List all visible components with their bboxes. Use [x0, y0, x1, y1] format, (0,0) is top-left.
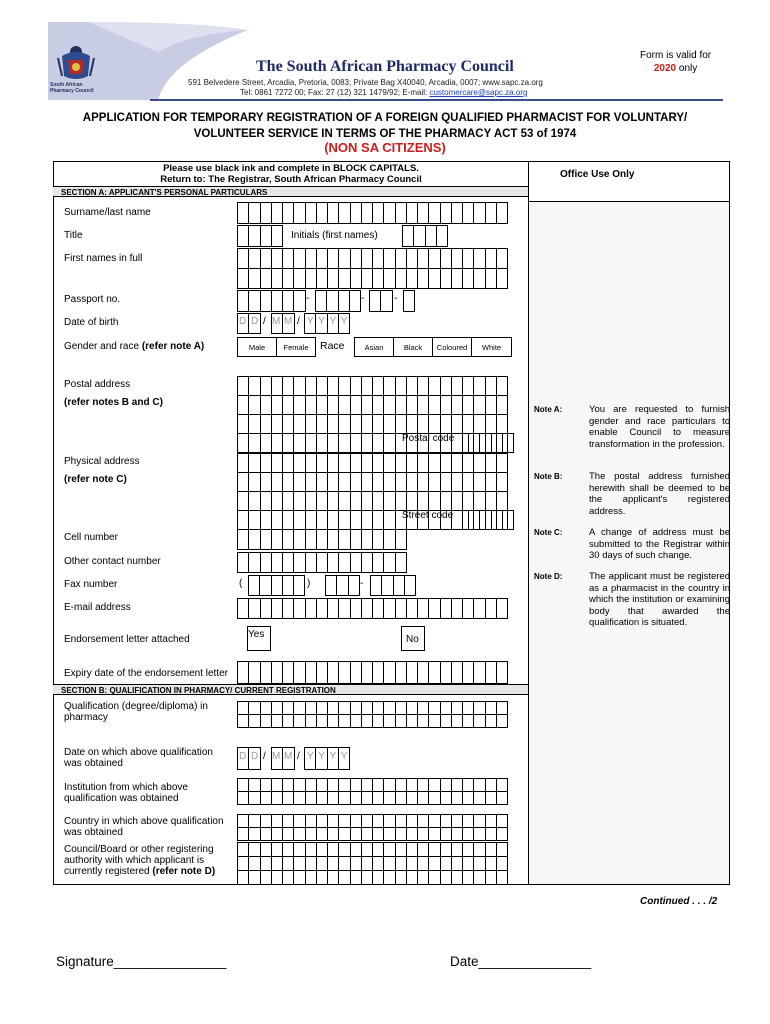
- race-black-text: Black: [403, 343, 423, 352]
- dob-m2: M: [284, 316, 293, 327]
- council-contact: [240, 88, 527, 97]
- fax-paren-close: ): [307, 578, 311, 589]
- council-label: [64, 844, 215, 877]
- fax-paren-open: (: [239, 578, 243, 589]
- endorsement-no-box[interactable]: [401, 626, 425, 651]
- physical-address-cell[interactable]: [496, 472, 508, 492]
- dob-d1: D: [239, 316, 247, 327]
- note-b-text: The postal address furnished herewith shall be deemed to be the applicant's registered address.: [589, 471, 730, 517]
- section-a-heading: SECTION A: APPLICANT'S PERSONAL PARTICULARS: [53, 186, 528, 197]
- first-names-label: First names in full: [64, 253, 143, 264]
- qualification-cell[interactable]: [496, 714, 508, 728]
- dob-slash-1: /: [263, 316, 266, 327]
- race-coloured-box[interactable]: [432, 337, 472, 357]
- passport-dash-2: -: [361, 293, 365, 304]
- passport-dash-3: -: [394, 293, 398, 304]
- council-label-2: authority with which applicant is: [64, 855, 205, 866]
- institution-label-1: Institution from which above: [64, 782, 188, 793]
- physical-note: (refer note C): [64, 474, 127, 485]
- dob-slash-2: /: [297, 316, 300, 327]
- initials-cell[interactable]: [436, 225, 448, 247]
- postal-code-label: Postal code: [402, 433, 455, 444]
- instructions: [54, 163, 528, 185]
- form-validity: [640, 49, 711, 75]
- postal-note: (refer notes B and C): [64, 397, 163, 408]
- gender-race-note: (refer note A): [141, 341, 205, 352]
- postal-address-cell[interactable]: [496, 395, 508, 415]
- qualification-label-2: pharmacy: [64, 712, 108, 723]
- council-address: 591 Belvedere Street, Arcadia, Pretoria, 0083; Private Bag X40040, Arcadia, 0007; www.sapc.za.org: [188, 78, 543, 87]
- passport-a-cell[interactable]: [293, 290, 305, 312]
- country-label: [64, 816, 224, 838]
- council-label-1: Council/Board or other registering: [64, 844, 214, 855]
- gender-male-box[interactable]: [237, 337, 277, 357]
- institution-cell[interactable]: [496, 778, 508, 792]
- passport-b-cell[interactable]: [349, 290, 361, 312]
- council-cell[interactable]: [496, 842, 508, 857]
- qualification-label-1: Qualification (degree/diploma) in: [64, 701, 208, 712]
- signature-line[interactable]: Signature_______________: [56, 954, 227, 969]
- institution-label-2: qualification was obtained: [64, 793, 179, 804]
- passport-d-cell[interactable]: [403, 290, 415, 312]
- dob-m1: M: [272, 316, 281, 327]
- office-use-label: Office Use Only: [560, 169, 635, 180]
- qualification-cell[interactable]: [496, 701, 508, 715]
- header-rule: [150, 99, 723, 101]
- council-label-3-text: currently registered: [64, 866, 153, 877]
- institution-label: [64, 782, 188, 804]
- email-link[interactable]: customercare@sapc.za.org: [429, 88, 528, 97]
- initials-label: Initials (first names): [291, 230, 378, 241]
- gender-race-text: Gender and race: [64, 341, 142, 352]
- form-title: [60, 110, 710, 142]
- race-label: Race: [320, 340, 345, 352]
- gender-race-label: [64, 341, 204, 352]
- logo-text: South African Pharmacy Council: [50, 82, 94, 94]
- other-contact-cell[interactable]: [395, 552, 407, 573]
- first-names-cell[interactable]: [496, 268, 508, 289]
- country-label-2: was obtained: [64, 827, 123, 838]
- dob-y2: Y: [318, 316, 325, 327]
- dob-d2: D: [251, 316, 259, 327]
- date-obtained-label-2: was obtained: [64, 758, 123, 769]
- dob-y1: Y: [307, 316, 314, 327]
- passport-dash-1: -: [306, 293, 310, 304]
- first-names-cell[interactable]: [496, 248, 508, 269]
- fax-number-b-cell[interactable]: [404, 575, 416, 596]
- expiry-cell[interactable]: [496, 661, 508, 684]
- dq-y4: Y: [340, 751, 348, 762]
- gender-female-box[interactable]: [276, 337, 316, 357]
- title-line-2: VOLUNTEER SERVICE IN TERMS OF THE PHARMACY ACT 53 of 1974: [193, 128, 577, 140]
- passport-label: Passport no.: [64, 294, 121, 305]
- validity-text: Form is valid for: [640, 50, 712, 61]
- gender-male-text: Male: [248, 343, 266, 352]
- cell-label: Cell number: [64, 532, 118, 543]
- date-obtained-label-1: Date on which above qualification: [64, 747, 213, 758]
- title-cell[interactable]: [271, 225, 283, 247]
- race-coloured-text: Coloured: [436, 343, 468, 352]
- surname-label: Surname/last name: [64, 207, 151, 218]
- country-cell[interactable]: [496, 814, 508, 828]
- validity-year: 2020: [653, 63, 677, 74]
- dq-m1: M: [272, 751, 281, 762]
- gender-female-text: Female: [283, 343, 309, 352]
- country-label-1: Country in which above qualification: [64, 816, 224, 827]
- physical-address-cell[interactable]: [496, 453, 508, 473]
- dob-label: Date of birth: [64, 317, 119, 328]
- date-obtained-label: [64, 747, 213, 769]
- council-cell[interactable]: [496, 870, 508, 885]
- validity-suffix: only: [676, 63, 698, 74]
- street-code-cell[interactable]: [502, 510, 514, 530]
- endorsement-yes-text: Yes: [248, 629, 265, 640]
- council-note: (refer note D): [152, 866, 216, 877]
- endorsement-label: Endorsement letter attached: [64, 634, 190, 645]
- race-white-text: White: [481, 343, 502, 352]
- council-name: The South African Pharmacy Council: [256, 58, 514, 75]
- email-cell[interactable]: [496, 598, 508, 619]
- title-line-1: APPLICATION FOR TEMPORARY REGISTRATION OF A FOREIGN QUALIFIED PHARMACIST FOR VOLUNTARY/: [82, 112, 688, 124]
- email-label: E-mail address: [64, 602, 131, 613]
- endorsement-yes-box[interactable]: [247, 626, 271, 651]
- validity-year-line: [640, 62, 711, 75]
- qualification-label: [64, 701, 208, 723]
- dob-y3: Y: [329, 316, 337, 327]
- race-black-box[interactable]: [393, 337, 433, 357]
- instructions-line-1: Please use black ink and complete in BLOCK CAPITALS.: [163, 163, 419, 174]
- fax-number-cell[interactable]: [348, 575, 360, 596]
- note-c-text: A change of address must be submitted to the Registrar within 30 days of such change.: [589, 527, 730, 561]
- other-contact-label: Other contact number: [64, 556, 161, 567]
- council-label-3: [64, 866, 215, 877]
- section-b-heading: SECTION B: QUALIFICATION IN PHARMACY/ CURRENT REGISTRATION: [53, 684, 528, 695]
- dq-y2: Y: [318, 751, 325, 762]
- instructions-line-2: Return to: The Registrar, South African Pharmacy Council: [160, 174, 422, 185]
- cell-cell[interactable]: [395, 529, 407, 550]
- race-asian-box[interactable]: [354, 337, 394, 357]
- expiry-label: Expiry date of the endorsement letter: [64, 668, 228, 679]
- council-cell[interactable]: [496, 856, 508, 871]
- note-a-text: You are requested to furnish gender and race particulars to enable Council to measure transformation in the profession.: [589, 404, 730, 450]
- physical-address-label: Physical address: [64, 456, 140, 467]
- fax-code-cell[interactable]: [293, 575, 305, 596]
- dq-y1: Y: [307, 751, 314, 762]
- race-asian-text: Asian: [364, 343, 384, 352]
- form-subtitle: (NON SA CITIZENS): [324, 140, 446, 155]
- title-label: Title: [64, 230, 83, 241]
- note-b-key: Note B:: [534, 472, 563, 481]
- contact-text: Tel: 0861 7272 00; Fax: 27 (12) 321 1479/92; E-mail:: [240, 88, 430, 97]
- dq-d2: D: [251, 751, 259, 762]
- postal-code-cell[interactable]: [502, 433, 514, 453]
- continued-label: Continued . . . /2: [640, 896, 718, 907]
- note-d-key: Note D:: [534, 572, 563, 581]
- fax-dash: -: [360, 578, 364, 589]
- dq-m2: M: [284, 751, 293, 762]
- postal-address-label: Postal address: [64, 379, 131, 390]
- note-c-key: Note C:: [534, 528, 563, 537]
- note-a-key: Note A:: [534, 405, 563, 414]
- country-cell[interactable]: [496, 827, 508, 841]
- dq-slash-1: /: [263, 751, 266, 762]
- postal-address-cell[interactable]: [496, 414, 508, 434]
- institution-cell[interactable]: [496, 791, 508, 805]
- fax-label: Fax number: [64, 579, 118, 590]
- dq-y3: Y: [329, 751, 337, 762]
- dq-slash-2: /: [297, 751, 300, 762]
- physical-address-cell[interactable]: [496, 491, 508, 511]
- race-white-box[interactable]: [471, 337, 512, 357]
- note-d-text: The applicant must be registered as a pharmacist in the country in which the institution or examining body that awarded the qualification is situated.: [589, 571, 730, 628]
- surname-cell[interactable]: [496, 202, 508, 224]
- dob-y4: Y: [340, 316, 348, 327]
- street-code-label: Street code: [402, 510, 454, 521]
- postal-address-cell[interactable]: [496, 376, 508, 396]
- endorsement-no-text: No: [406, 634, 419, 645]
- date-line[interactable]: Date_______________: [450, 954, 592, 969]
- dq-d1: D: [239, 751, 247, 762]
- passport-c-cell[interactable]: [380, 290, 392, 312]
